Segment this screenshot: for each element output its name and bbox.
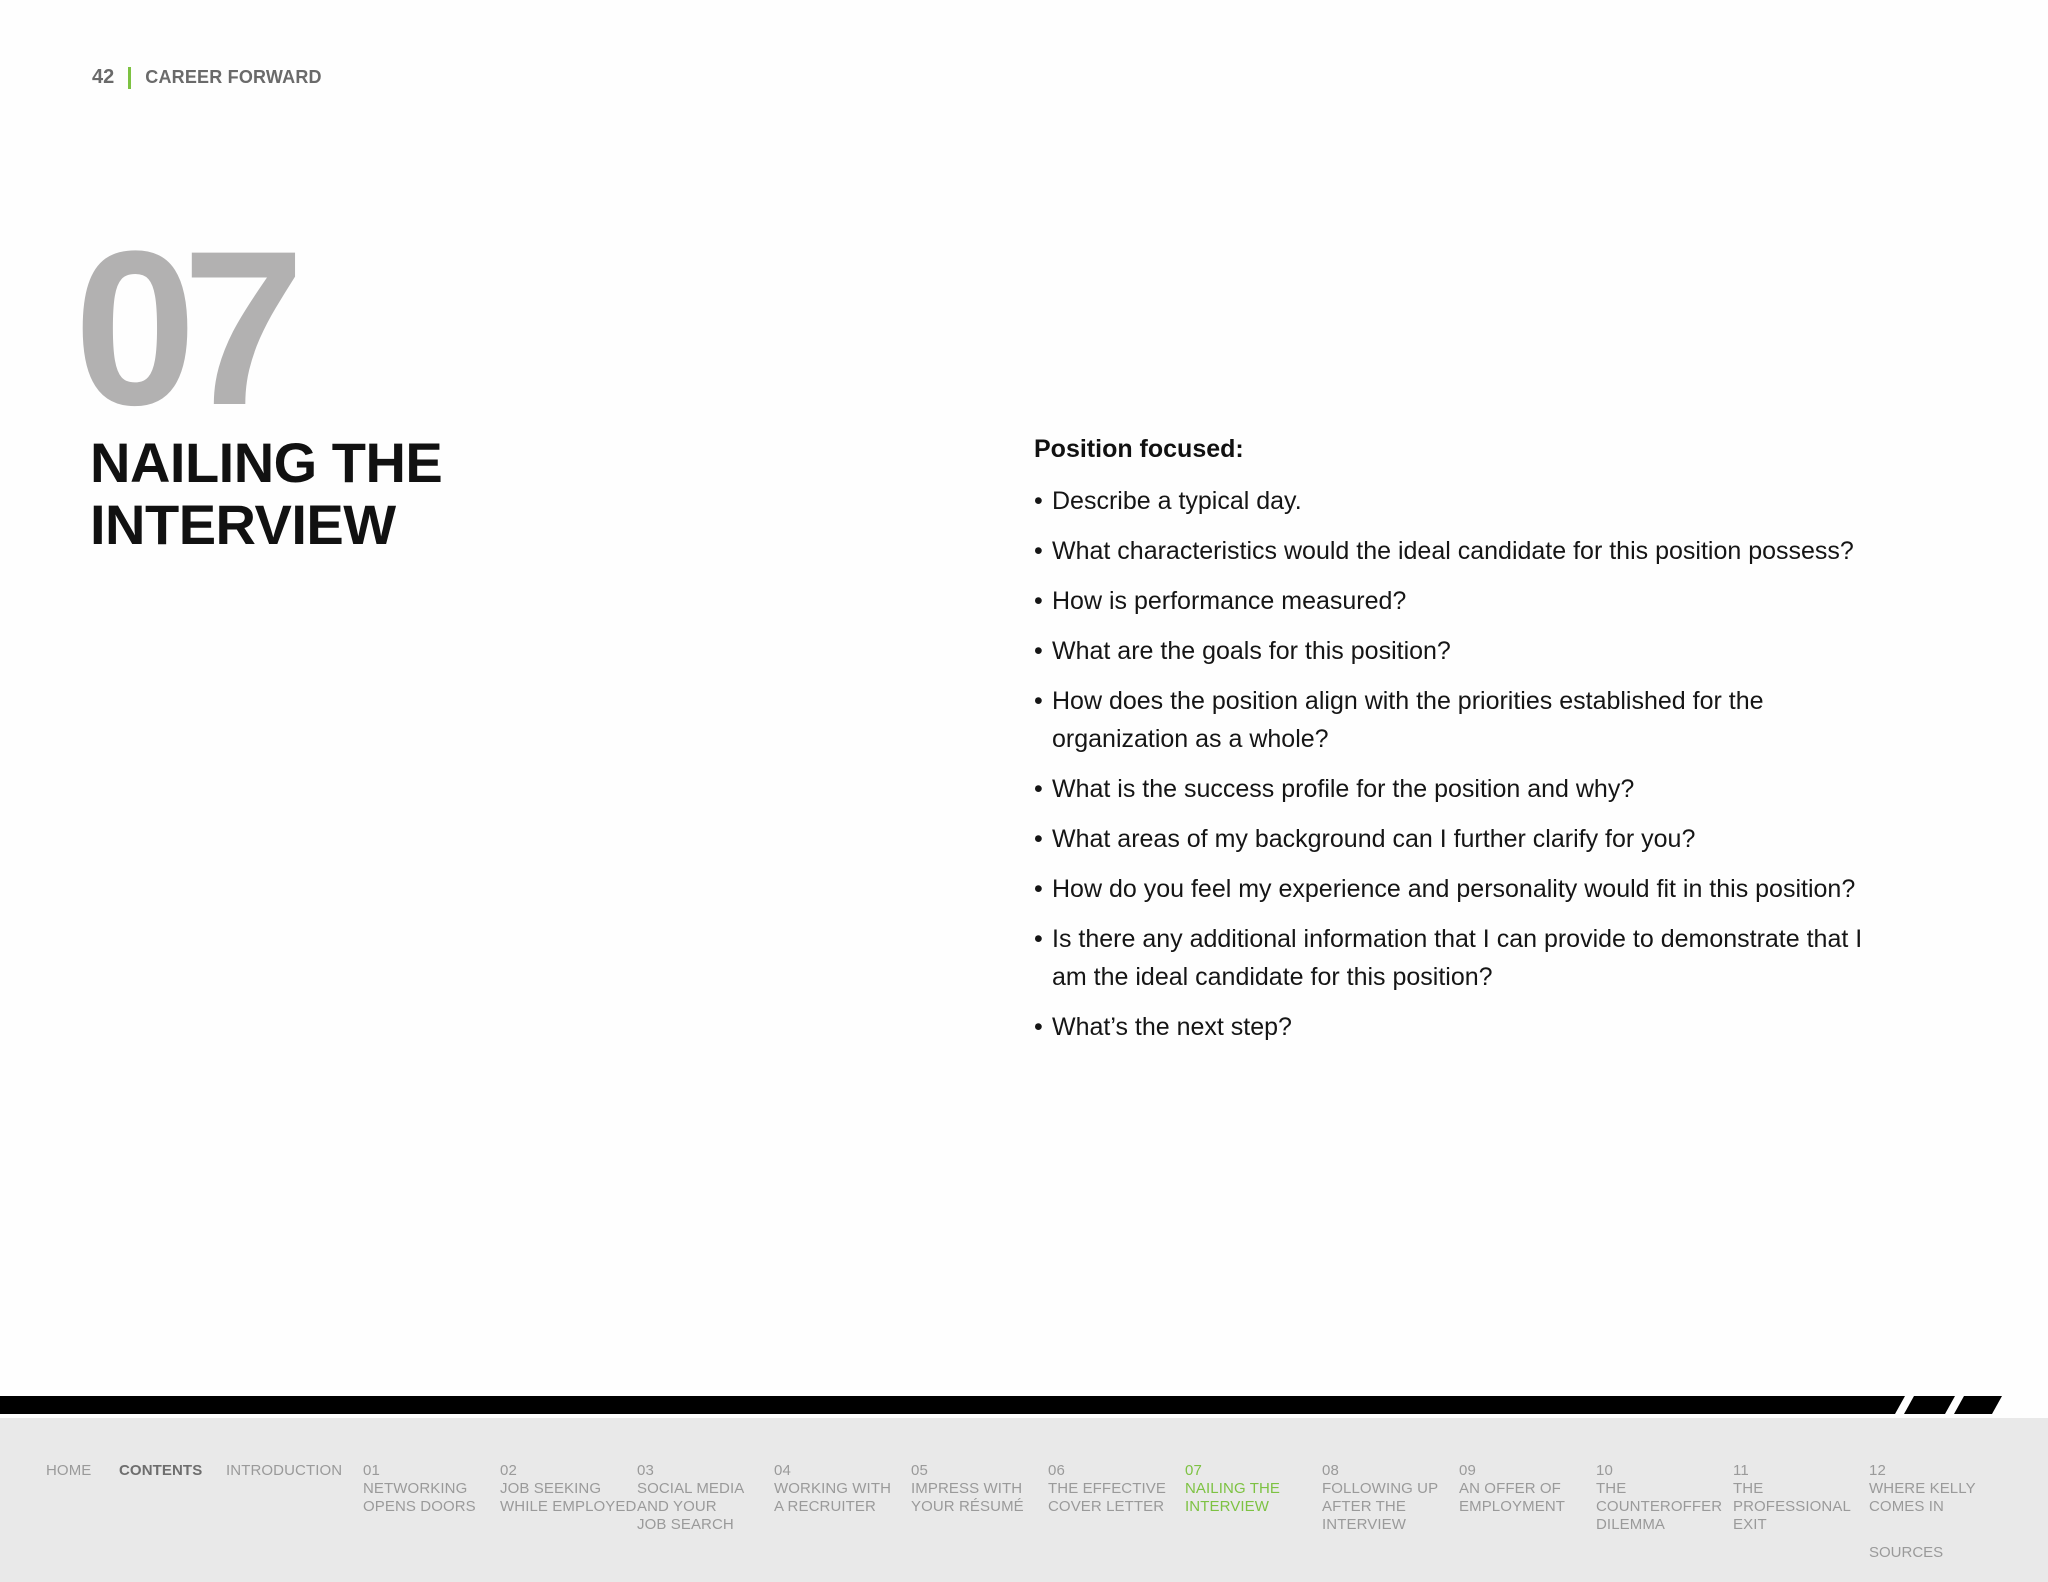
nav-chapter-label: WHERE KELLY xyxy=(1869,1480,1976,1497)
chapter-title-line-2: INTERVIEW xyxy=(90,493,396,556)
nav-chapter-number: 05 xyxy=(911,1462,928,1479)
nav-chapter-label: INTERVIEW xyxy=(1185,1498,1269,1515)
chapter-title-line-1: NAILING THE xyxy=(90,431,443,494)
nav-chapter-number: 04 xyxy=(774,1462,791,1479)
nav-chapter-number: 09 xyxy=(1459,1462,1476,1479)
nav-chapter-label: YOUR RÉSUMÉ xyxy=(911,1498,1024,1515)
nav-chapter-label: THE xyxy=(1596,1480,1627,1497)
nav-chapter-06[interactable] xyxy=(1048,1462,1166,1516)
nav-chapter-01[interactable] xyxy=(363,1462,476,1516)
nav-chapter-label: WORKING WITH xyxy=(774,1480,892,1497)
nav-chapter-label: JOB SEARCH xyxy=(637,1516,734,1533)
nav-chapter-11[interactable] xyxy=(1733,1462,1851,1534)
nav-chapter-07[interactable] xyxy=(1185,1462,1280,1516)
page-header xyxy=(92,66,322,89)
nav-introduction[interactable]: INTRODUCTION xyxy=(226,1462,343,1479)
nav-chapter-04[interactable] xyxy=(774,1462,891,1516)
nav-chapter-label: IMPRESS WITH xyxy=(911,1480,1023,1497)
chapter-title xyxy=(90,432,442,556)
nav-chapter-label: AFTER THE xyxy=(1322,1498,1406,1515)
nav-chapter-label: A RECRUITER xyxy=(774,1498,876,1515)
nav-chapter-label: THE xyxy=(1733,1480,1764,1497)
list-item: • How is performance measured? xyxy=(1034,582,1884,620)
nav-chapter-label: JOB SEEKING xyxy=(500,1480,602,1497)
nav-chapter-number: 07 xyxy=(1185,1462,1202,1479)
list-item: • How do you feel my experience and personality would fit in this position? xyxy=(1034,870,1884,908)
list-item: • What’s the next step? xyxy=(1034,1008,1884,1046)
list-item: • Is there any additional information that I can provide to demonstrate that I am the ideal candidate for this position? xyxy=(1034,920,1884,996)
nav-chapter-label: FOLLOWING UP xyxy=(1322,1480,1439,1497)
nav-chapter-09[interactable] xyxy=(1459,1462,1565,1516)
nav-chapter-02[interactable] xyxy=(500,1462,636,1516)
nav-chapter-08[interactable] xyxy=(1322,1462,1438,1534)
nav-home[interactable]: HOME xyxy=(46,1462,92,1479)
nav-chapter-number: 03 xyxy=(637,1462,654,1479)
list-item: • What is the success profile for the position and why? xyxy=(1034,770,1884,808)
nav-sources[interactable]: SOURCES xyxy=(1869,1544,1944,1561)
list-item: • What characteristics would the ideal candidate for this position possess? xyxy=(1034,532,1884,570)
nav-chapter-label: INTERVIEW xyxy=(1322,1516,1406,1533)
list-item: • Describe a typical day. xyxy=(1034,482,1884,520)
nav-chapter-label: THE EFFECTIVE xyxy=(1048,1480,1166,1497)
nav-chapter-number: 01 xyxy=(363,1462,380,1479)
nav-chapter-number: 12 xyxy=(1869,1462,1886,1479)
nav-chapter-number: 06 xyxy=(1048,1462,1065,1479)
nav-chapter-number: 10 xyxy=(1596,1462,1613,1479)
nav-chapter-12[interactable] xyxy=(1869,1462,1976,1516)
nav-chapter-label: PROFESSIONAL xyxy=(1733,1498,1851,1515)
nav-chapter-label: EMPLOYMENT xyxy=(1459,1498,1566,1515)
nav-chapter-10[interactable] xyxy=(1596,1462,1722,1534)
nav-chapter-number: 02 xyxy=(500,1462,517,1479)
nav-chapter-label: NAILING THE xyxy=(1185,1480,1281,1497)
nav-chapter-number: 11 xyxy=(1733,1462,1749,1479)
list-item: • What are the goals for this position? xyxy=(1034,632,1884,670)
publication-title: CAREER FORWARD xyxy=(145,67,322,87)
nav-chapter-03[interactable] xyxy=(637,1462,744,1534)
list-item: • How does the position align with the priorities established for the organization as a whole? xyxy=(1034,682,1884,758)
nav-contents[interactable]: CONTENTS xyxy=(119,1462,203,1479)
nav-chapter-05[interactable] xyxy=(911,1462,1024,1516)
list-item: • What areas of my background can I further clarify for you? xyxy=(1034,820,1884,858)
nav-chapter-label: EXIT xyxy=(1733,1516,1767,1533)
nav-chapter-number: 08 xyxy=(1322,1462,1339,1479)
nav-chapter-label: SOCIAL MEDIA xyxy=(637,1480,745,1497)
page-number: 42 xyxy=(92,66,115,88)
nav-chapter-label: AND YOUR xyxy=(637,1498,717,1515)
question-list-section xyxy=(1034,435,1884,1058)
section-heading: Position focused: xyxy=(1034,435,1244,463)
nav-chapter-label: OPENS DOORS xyxy=(363,1498,476,1515)
nav-chapter-label: WHILE EMPLOYED xyxy=(500,1498,637,1515)
nav-chapter-label: DILEMMA xyxy=(1596,1516,1666,1533)
nav-chapter-label: COVER LETTER xyxy=(1048,1498,1165,1515)
question-list xyxy=(1034,482,1884,1046)
nav-chapter-label: COUNTEROFFER xyxy=(1596,1498,1723,1515)
divider-stripe xyxy=(0,1396,2048,1414)
nav-chapter-label: NETWORKING xyxy=(363,1480,468,1497)
nav-chapter-label: COMES IN xyxy=(1869,1498,1944,1515)
chapter-number: 07 xyxy=(74,205,291,451)
header-divider xyxy=(128,67,131,89)
nav-chapter-label: AN OFFER OF xyxy=(1459,1480,1561,1497)
